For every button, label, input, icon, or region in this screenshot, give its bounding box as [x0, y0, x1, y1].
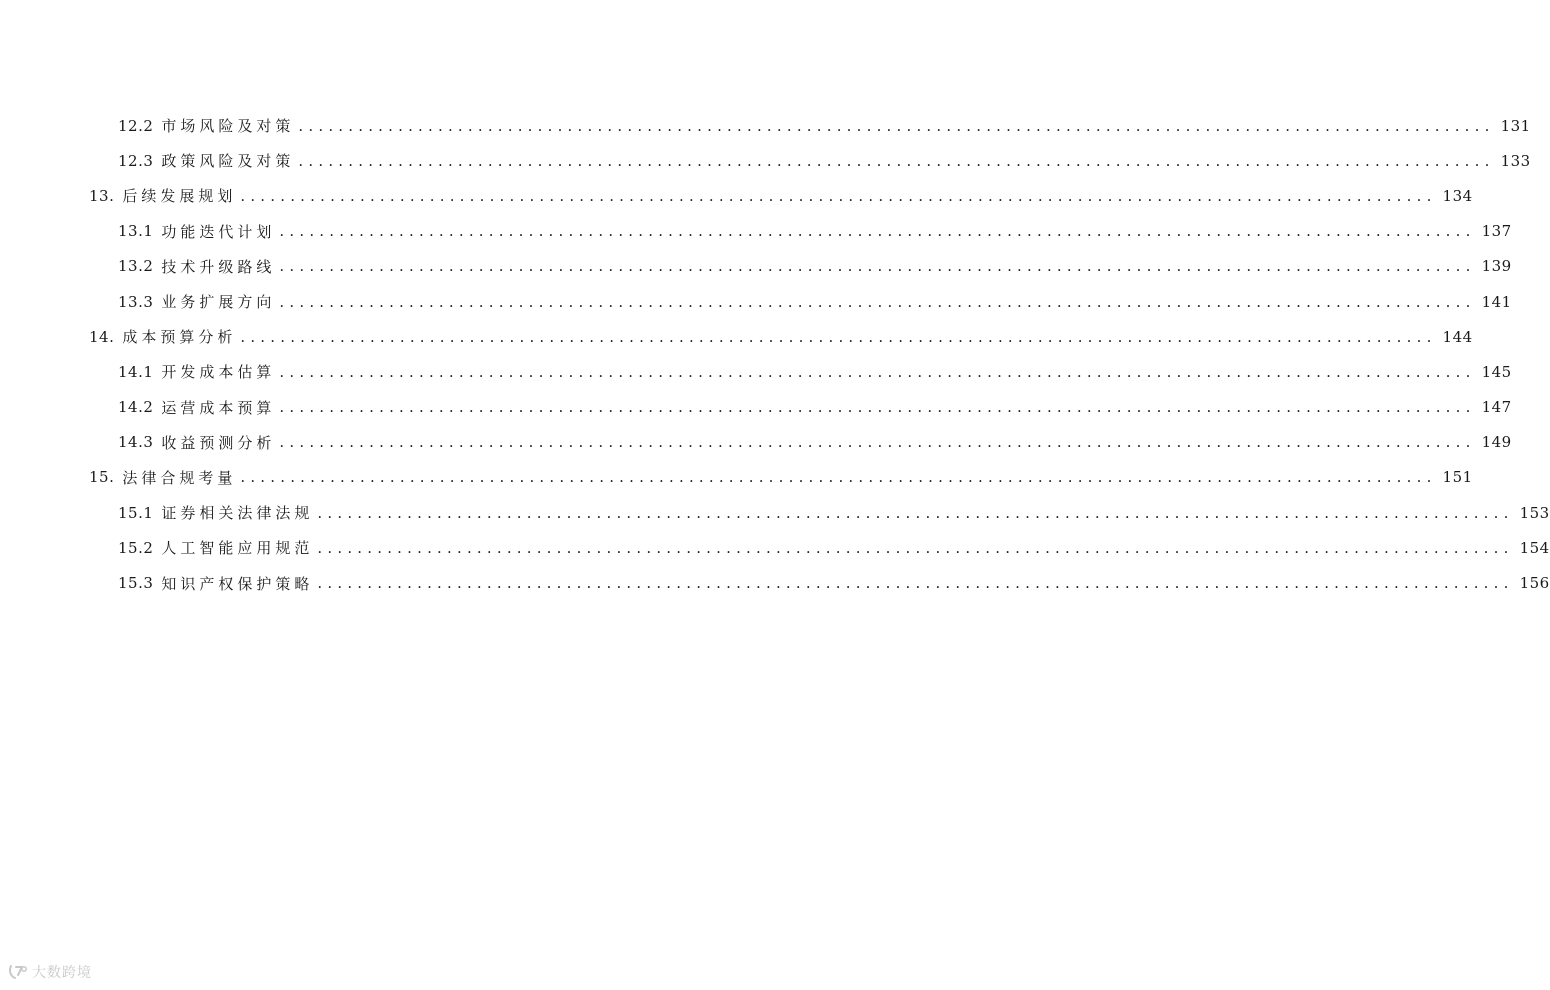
toc-entry-page: 141	[1481, 292, 1512, 311]
toc-entry[interactable]	[0, 530, 1550, 565]
toc-entry-number: 13.2	[118, 257, 154, 276]
toc-dot-leader: ........................................................................................................................	[279, 257, 1476, 276]
toc-entry-title: 政策风险及对策	[161, 152, 295, 171]
toc-entry-title: 知识产权保护策略	[161, 574, 314, 593]
toc-dot-leader: ........................................................................................................................	[279, 222, 1476, 241]
toc-entry-number: 12.2	[118, 116, 154, 135]
watermark-logo-icon	[8, 963, 28, 981]
toc-entry-number: 15.	[89, 468, 115, 487]
toc-entry-page: 144	[1442, 327, 1473, 346]
watermark-text: 大数跨境	[32, 965, 92, 981]
toc-entry[interactable]	[0, 495, 1550, 530]
toc-dot-leader: ........................................................................................................................	[317, 538, 1514, 557]
toc-entry-page: 147	[1481, 398, 1512, 417]
toc-dot-leader: ........................................................................................................................	[298, 116, 1495, 135]
toc-entry-page: 149	[1481, 433, 1512, 452]
toc-entry-page: 145	[1481, 362, 1512, 381]
toc-entry-title: 人工智能应用规范	[161, 539, 314, 558]
toc-entry[interactable]	[0, 460, 1473, 495]
toc-entry-page: 137	[1481, 222, 1512, 241]
toc-dot-leader: ........................................................................................................................	[317, 574, 1514, 593]
toc-entry-title: 运营成本预算	[161, 398, 276, 417]
toc-entry-page: 139	[1481, 257, 1512, 276]
toc-entry[interactable]	[0, 249, 1512, 284]
toc-entry-page: 133	[1500, 151, 1531, 170]
toc-entry-page: 131	[1500, 116, 1531, 135]
toc-entry-page: 153	[1519, 503, 1550, 522]
toc-dot-leader: ........................................................................................................................	[240, 327, 1437, 346]
toc-entry[interactable]	[0, 108, 1531, 143]
toc-dot-leader: ........................................................................................................................	[279, 433, 1476, 452]
toc-entry-number: 13.3	[118, 292, 154, 311]
toc-entry-title: 开发成本估算	[161, 363, 276, 382]
toc-dot-leader: ........................................................................................................................	[317, 503, 1514, 522]
toc-entry[interactable]	[0, 425, 1512, 460]
watermark	[8, 962, 92, 982]
toc-entry-title: 后续发展规划	[122, 187, 237, 206]
toc-entry-title: 法律合规考量	[122, 468, 237, 487]
toc-entry-number: 15.1	[118, 503, 154, 522]
toc-entry-number: 14.1	[118, 362, 154, 381]
toc-entry[interactable]	[0, 143, 1531, 178]
toc-entry-title: 功能迭代计划	[161, 222, 276, 241]
toc-entry-title: 市场风险及对策	[161, 117, 295, 136]
toc-entry-title: 收益预测分析	[161, 433, 276, 452]
toc-entry-number: 12.3	[118, 151, 154, 170]
toc-entry-page: 154	[1519, 538, 1550, 557]
toc-dot-leader: ........................................................................................................................	[240, 468, 1437, 487]
toc-entry[interactable]	[0, 284, 1512, 319]
toc-entry-number: 15.3	[118, 574, 154, 593]
toc-entry-number: 15.2	[118, 538, 154, 557]
toc-entry[interactable]	[0, 178, 1473, 213]
toc-entry[interactable]	[0, 354, 1512, 389]
toc-entry-number: 14.2	[118, 398, 154, 417]
toc-entry[interactable]	[0, 214, 1512, 249]
toc-dot-leader: ........................................................................................................................	[279, 292, 1476, 311]
toc-entry-page: 134	[1442, 186, 1473, 205]
toc-dot-leader: ........................................................................................................................	[240, 186, 1437, 205]
toc-entry-number: 14.	[89, 327, 115, 346]
toc-entry-page: 156	[1519, 574, 1550, 593]
toc-entry-page: 151	[1442, 468, 1473, 487]
toc-entry-title: 业务扩展方向	[161, 293, 276, 312]
table-of-contents	[0, 108, 1550, 601]
toc-entry-title: 证券相关法律法规	[161, 504, 314, 523]
toc-entry[interactable]	[0, 565, 1550, 600]
toc-entry-number: 14.3	[118, 433, 154, 452]
toc-dot-leader: ........................................................................................................................	[298, 151, 1495, 170]
toc-entry-title: 技术升级路线	[161, 257, 276, 276]
toc-entry-number: 13.1	[118, 222, 154, 241]
toc-entry-number: 13.	[89, 186, 115, 205]
toc-entry-title: 成本预算分析	[122, 328, 237, 347]
toc-dot-leader: ........................................................................................................................	[279, 398, 1476, 417]
toc-dot-leader: ........................................................................................................................	[279, 362, 1476, 381]
toc-entry[interactable]	[0, 390, 1512, 425]
toc-entry[interactable]	[0, 319, 1473, 354]
